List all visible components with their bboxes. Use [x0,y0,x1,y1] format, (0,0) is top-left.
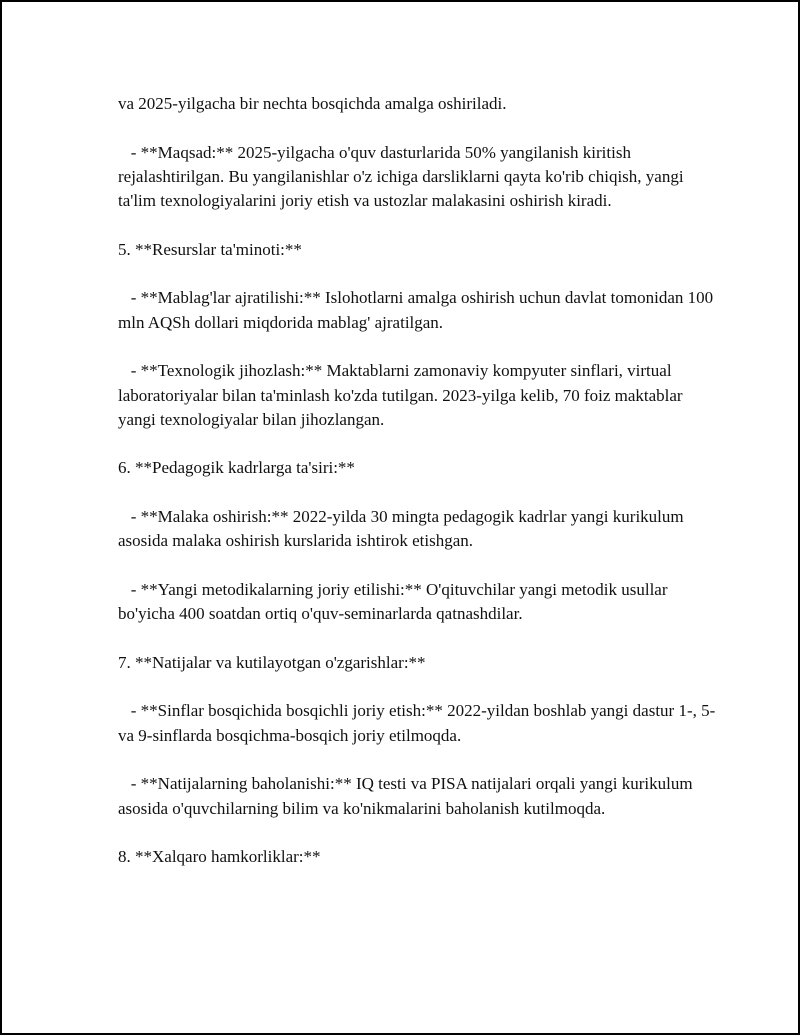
paragraph-baholanish: - **Natijalarning baholanishi:** IQ testi va PISA natijalari orqali yangi kurikulum asosida o'quvchilarning bilim va ko'nikmalarini baholanish kutilmoqda. [118,774,697,818]
heading-natijalar: 7. **Natijalar va kutilayotgan o'zgarishlar:** [118,652,426,672]
paragraph-metodikalar: - **Yangi metodikalarning joriy etilishi:** O'qituvchilar yangi metodik usullar bo'yicha 400 soatdan ortiq o'quv-seminarlarda qatnashdilar. [118,579,672,624]
heading-xalqaro: 8. **Xalqaro hamkorliklar:** [118,847,321,867]
paragraph-mablaglar: - **Mablag'lar ajratilishi:** Islohotlarni amalga oshirish uchun davlat tomonidan 100 mln AQSh dollari miqdorida mablag' ajratilgan. [118,288,718,332]
paragraph-continuation: va 2025-yilgacha bir nechta bosqichda amalga oshiriladi. [118,94,507,113]
paragraph-malaka: - **Malaka oshirish:** 2022-yilda 30 mingta pedagogik kadrlar yangi kurikulum asosida malaka oshirish kurslarida ishtirok etishgan. [118,507,688,551]
document-body [118,92,718,894]
paragraph-sinflar: - **Sinflar bosqichida bosqichli joriy etish:** 2022-yildan boshlab yangi dastur 1-, 5- va 9-sinflarda bosqichma-bosqich joriy etilmoqda. [118,701,720,745]
heading-resurslar: 5. **Resurslar ta'minoti:** [118,239,302,259]
paragraph-maqsad: - **Maqsad:** 2025-yilgacha o'quv dasturlarida 50% yangilanish kiritish rejalashtirilgan. Bu yangilanishlar o'z ichiga darsliklarni qayta ko'rib chiqish, yangi ta'lim texnologiyalarini joriy etish va ustozlar malakasini oshirish kiradi. [118,142,688,211]
heading-pedagogik: 6. **Pedagogik kadrlarga ta'siri:** [118,458,355,478]
paragraph-texnologik: - **Texnologik jihozlash:** Maktablarni zamonaviy kompyuter sinflari, virtual laboratoriyalar bilan ta'minlash ko'zda tutilgan. 2023-yilga kelib, 70 foiz maktablar yangi texnologiyalar bilan jihozlangan. [118,361,687,429]
